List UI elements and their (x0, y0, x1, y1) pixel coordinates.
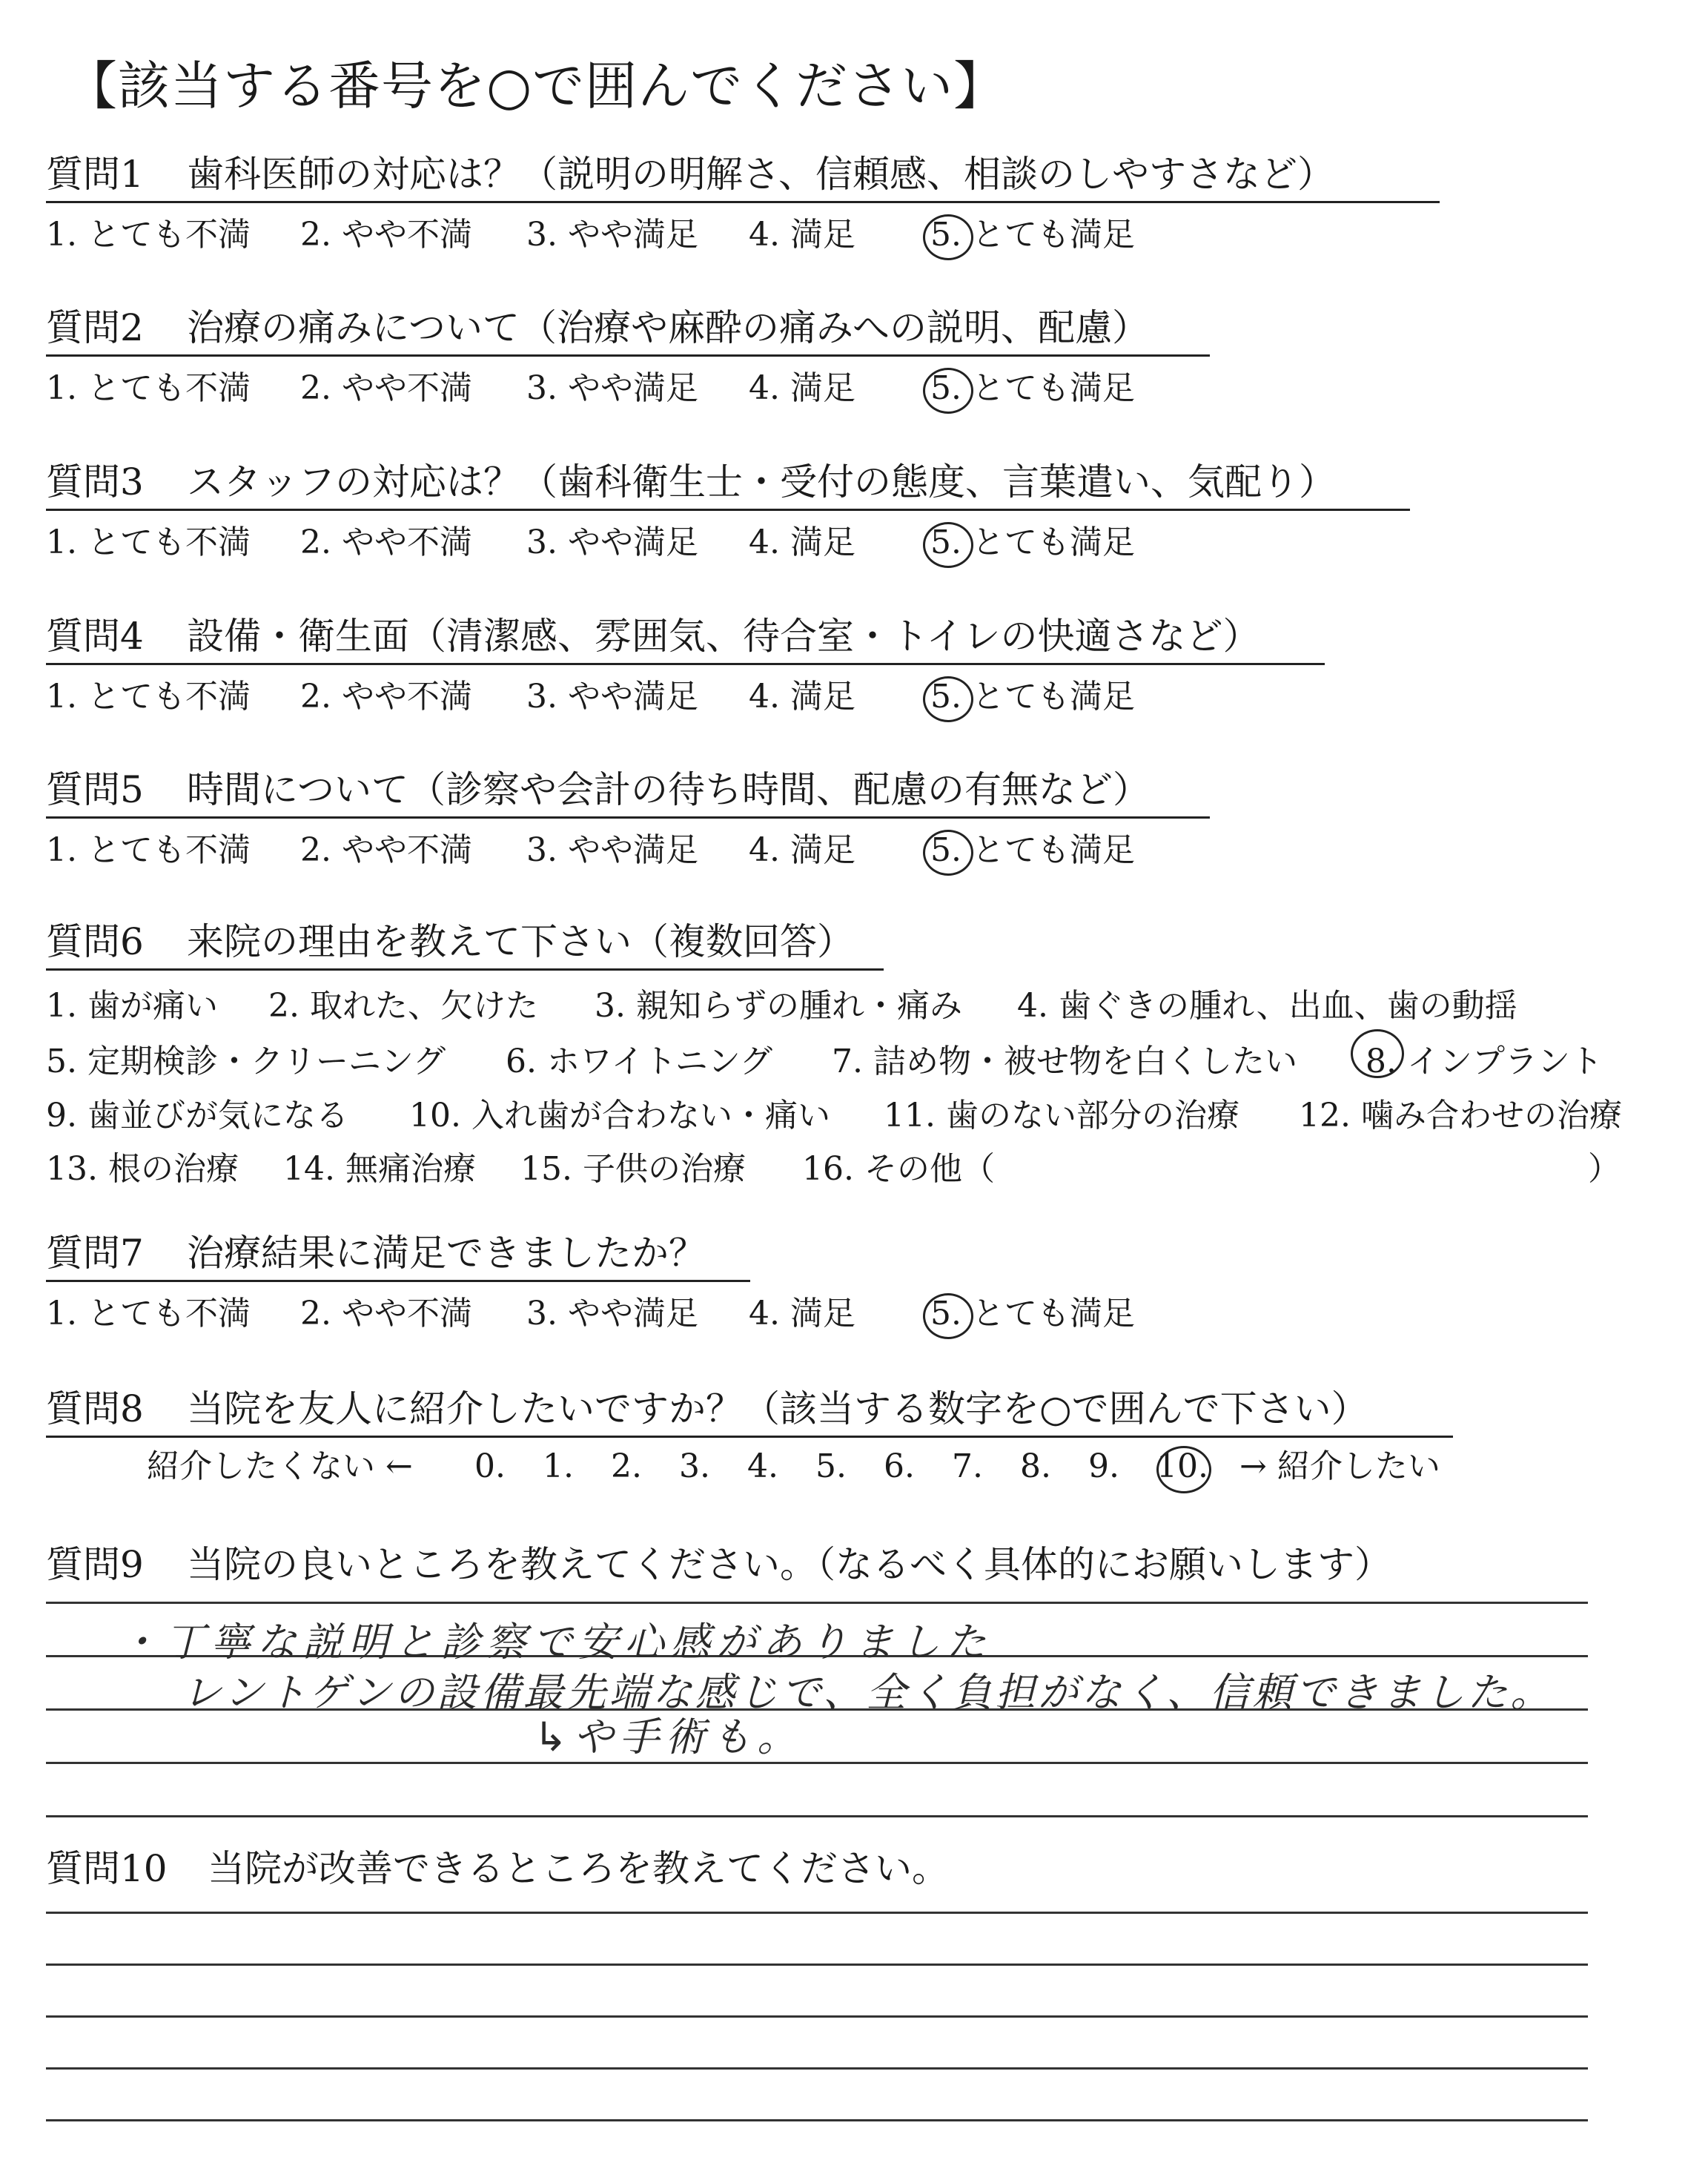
answer-line (46, 2015, 1588, 2018)
question-underline (46, 663, 1325, 665)
q8-number-option[interactable]: 8. (1020, 1447, 1051, 1485)
question-underline (46, 201, 1440, 203)
handwritten-answer-line-1: ・丁寧な説明と診察で安心感がありました (119, 1619, 992, 1665)
q6-option[interactable]: 15. 子供の治療 (520, 1150, 746, 1188)
question-label: 質問6 (46, 920, 144, 963)
question-4-title (46, 614, 1260, 658)
scale-options (0, 521, 1708, 565)
question-text: スタッフの対応は？（歯科衛生士・受付の態度、言葉遣い、気配り） (187, 460, 1336, 503)
question-label: 質問4 (46, 615, 144, 658)
scale-option-1[interactable]: 1. とても不満 (46, 369, 251, 407)
question-label: 質問2 (46, 306, 144, 349)
question-text: 歯科医師の対応は？（説明の明解さ、信頼感、相談のしやすさなど） (187, 153, 1334, 196)
scale-option-3[interactable]: 3. やや満足 (526, 369, 698, 407)
q8-scale (0, 1444, 1708, 1489)
q6-option[interactable]: 11. 歯のない部分の治療 (884, 1097, 1239, 1135)
question-text: 当院を友人に紹介したいですか？（該当する数字を○で囲んで下さい） (187, 1387, 1368, 1430)
q6-option[interactable]: 8. インプラント (1366, 1043, 1603, 1080)
answer-line (46, 1815, 1588, 1817)
scale-option-2[interactable]: 2. やや不満 (300, 1295, 472, 1332)
q6-option[interactable]: 12. 噛み合わせの治療 (1299, 1097, 1622, 1135)
question-text: 当院の良いところを教えてください。（なるべく具体的にお願いします） (187, 1543, 1391, 1586)
q8-number-option[interactable]: 7. (952, 1447, 983, 1485)
scale-option-2[interactable]: 2. やや不満 (300, 678, 472, 716)
scale-option-4[interactable]: 4. 満足 (749, 1295, 855, 1332)
question-underline (46, 816, 1210, 819)
scale-options (0, 366, 1708, 411)
selection-circle (1351, 1029, 1404, 1078)
scale-option-4[interactable]: 4. 満足 (749, 216, 855, 254)
q8-left-label: 紹介したくない ← (147, 1447, 413, 1485)
scale-option-5[interactable]: 5. とても満足 (930, 678, 1135, 716)
question-9-title (46, 1542, 1391, 1587)
question-underline (46, 354, 1210, 357)
scale-option-5[interactable]: 5. とても満足 (930, 831, 1135, 869)
q6-option[interactable]: 14. 無痛治療 (283, 1150, 476, 1188)
question-text: 時間について（診察や会計の待ち時間、配慮の有無など） (187, 768, 1150, 811)
scale-option-5[interactable]: 5. とても満足 (930, 524, 1135, 561)
selection-circle (923, 368, 973, 414)
selection-circle (923, 214, 973, 260)
q8-number-option[interactable]: 1. (543, 1447, 574, 1485)
q6-option[interactable]: 5. 定期検診・クリーニング (46, 1043, 446, 1080)
question-6-title (46, 919, 854, 964)
q8-number-option[interactable]: 6. (884, 1447, 915, 1485)
question-label: 質問3 (46, 460, 144, 503)
selection-circle (923, 830, 973, 876)
question-underline (46, 509, 1410, 511)
q6-option[interactable]: 16. その他（ (802, 1150, 995, 1188)
form-header: 【該当する番号を○で囲んでください】 (65, 56, 1007, 116)
scale-option-3[interactable]: 3. やや満足 (526, 1295, 698, 1332)
scale-option-4[interactable]: 4. 満足 (749, 524, 855, 561)
question-3-title (46, 460, 1336, 504)
answer-line (46, 1602, 1588, 1604)
scale-options (0, 675, 1708, 719)
scale-option-3[interactable]: 3. やや満足 (526, 831, 698, 869)
question-label: 質問9 (46, 1543, 144, 1586)
question-7-title (46, 1231, 706, 1275)
selection-circle (923, 522, 973, 568)
q6-option[interactable]: 4. 歯ぐきの腫れ、出血、歯の動揺 (1017, 987, 1517, 1025)
q6-other-close: ） (1588, 1150, 1621, 1188)
scale-option-1[interactable]: 1. とても不満 (46, 1295, 251, 1332)
answer-line (46, 1964, 1588, 1966)
answer-line (46, 1762, 1588, 1764)
scale-option-2[interactable]: 2. やや不満 (300, 831, 472, 869)
scale-option-2[interactable]: 2. やや不満 (300, 369, 472, 407)
q6-option[interactable]: 3. 親知らずの腫れ・痛み (595, 987, 962, 1025)
scale-option-3[interactable]: 3. やや満足 (526, 216, 698, 254)
scale-option-3[interactable]: 3. やや満足 (526, 678, 698, 716)
question-10-title (46, 1846, 949, 1891)
question-text: 当院が改善できるところを教えてください。 (208, 1847, 949, 1890)
scale-option-5[interactable]: 5. とても満足 (930, 369, 1135, 407)
question-1-title (46, 152, 1334, 196)
scale-option-4[interactable]: 4. 満足 (749, 369, 855, 407)
scale-option-5[interactable]: 5. とても満足 (930, 1295, 1135, 1332)
scale-options (0, 1292, 1708, 1336)
question-text: 治療の痛みについて（治療や麻酔の痛みへの説明、配慮） (187, 306, 1149, 349)
scale-option-4[interactable]: 4. 満足 (749, 678, 855, 716)
q8-number-option[interactable]: 2. (611, 1447, 642, 1485)
question-text: 設備・衛生面（清潔感、雰囲気、待合室・トイレの快適さなど） (187, 615, 1260, 658)
q8-number-option[interactable]: 5. (815, 1447, 847, 1485)
scale-option-1[interactable]: 1. とても不満 (46, 831, 251, 869)
answer-line (46, 1912, 1588, 1914)
answer-line (46, 2119, 1588, 2121)
q8-number-option[interactable]: 9. (1088, 1447, 1119, 1485)
question-5-title (46, 767, 1150, 812)
q6-option[interactable]: 7. 詰め物・被せ物を白くしたい (832, 1043, 1297, 1080)
question-text: 治療結果に満足できましたか？ (187, 1232, 706, 1275)
question-label: 質問5 (46, 768, 144, 811)
scale-option-5[interactable]: 5. とても満足 (930, 216, 1135, 254)
question-2-title (46, 305, 1149, 350)
question-8-title (46, 1387, 1368, 1431)
scale-options (0, 828, 1708, 873)
q8-right-label: → 紹介したい (1239, 1447, 1440, 1485)
scale-option-2[interactable]: 2. やや不満 (300, 524, 472, 561)
q6-option[interactable]: 10. 入れ歯が合わない・痛い (409, 1097, 830, 1135)
scale-option-3[interactable]: 3. やや満足 (526, 524, 698, 561)
selection-circle (923, 676, 973, 722)
question-label: 質問10 (46, 1847, 168, 1890)
scale-option-2[interactable]: 2. やや不満 (300, 216, 472, 254)
q6-option[interactable]: 13. 根の治療 (46, 1150, 239, 1188)
q8-number-option[interactable]: 4. (747, 1447, 778, 1485)
answer-line (46, 2067, 1588, 2070)
q6-option[interactable]: 6. ホワイトニング (506, 1043, 773, 1080)
question-underline (46, 1280, 750, 1282)
scale-option-4[interactable]: 4. 満足 (749, 831, 855, 869)
question-label: 質問1 (46, 153, 144, 196)
q6-option[interactable]: 9. 歯並びが気になる (46, 1097, 348, 1135)
q8-number-option[interactable]: 0. (474, 1447, 506, 1485)
selection-circle (923, 1293, 973, 1339)
scale-option-1[interactable]: 1. とても不満 (46, 678, 251, 716)
scale-options (0, 213, 1708, 257)
question-text: 来院の理由を教えて下さい（複数回答） (187, 920, 854, 963)
scale-option-1[interactable]: 1. とても不満 (46, 216, 251, 254)
handwritten-answer-line-2: レントゲンの設備最先端な感じで、全く負担がなく、信頼できました。 (182, 1669, 1554, 1716)
question-underline (46, 1436, 1453, 1438)
selection-circle (1156, 1446, 1211, 1493)
q6-option[interactable]: 1. 歯が痛い (46, 987, 218, 1025)
q8-number-option[interactable]: 10. (1156, 1447, 1208, 1485)
scale-option-1[interactable]: 1. とても不満 (46, 524, 251, 561)
question-underline (46, 968, 884, 971)
question-label: 質問7 (46, 1232, 144, 1275)
q8-number-option[interactable]: 3. (679, 1447, 710, 1485)
q6-option[interactable]: 2. 取れた、欠けた (268, 987, 538, 1025)
question-label: 質問8 (46, 1387, 144, 1430)
handwritten-answer-line-3: ↳や手術も。 (534, 1714, 804, 1760)
